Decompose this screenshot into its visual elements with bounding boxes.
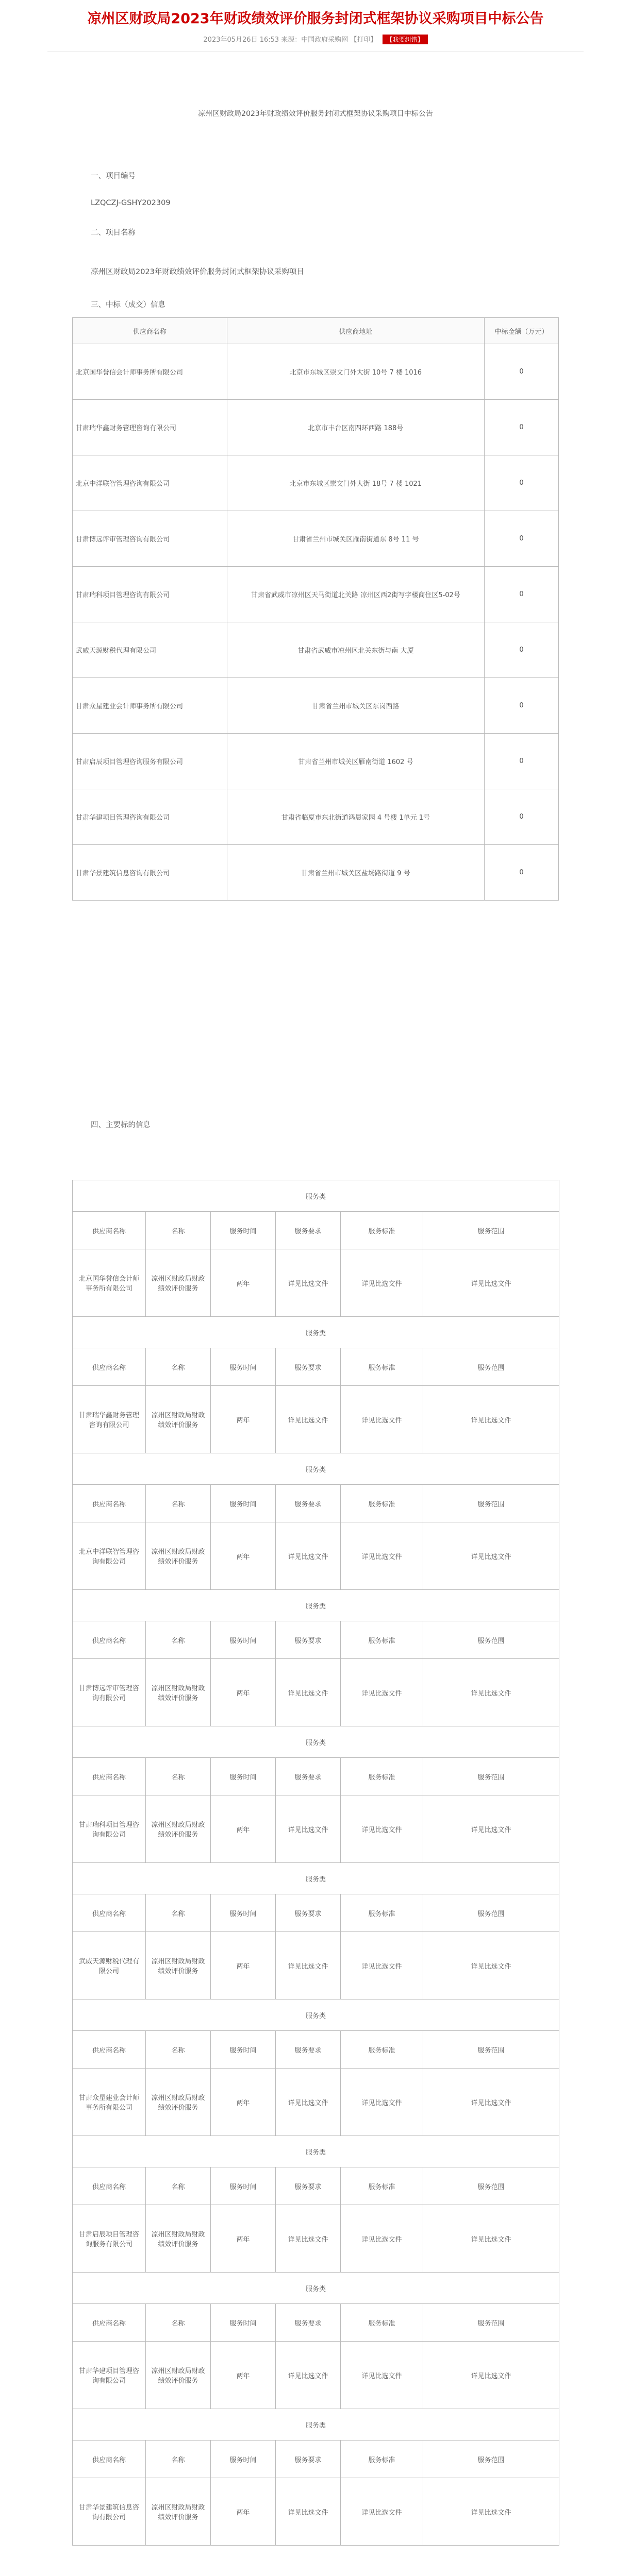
column-header: 服务时间 (211, 2031, 276, 2069)
column-header: 服务要求 (276, 1485, 341, 1522)
column-header: 服务时间 (211, 2167, 276, 2205)
service-time: 两年 (211, 2478, 276, 2546)
service-category-row (73, 1590, 559, 1621)
service-requirement: 详见比选文件 (276, 1522, 341, 1590)
service-category-row (73, 1999, 559, 2031)
vendor-name: 北京国华誉信会计师事务所有限公司 (73, 1249, 146, 1317)
section-1-label: 一、项目编号 (91, 172, 136, 180)
service-standard: 详见比选文件 (341, 1795, 423, 1863)
service-row (73, 1249, 559, 1317)
column-header: 服务时间 (211, 1621, 276, 1659)
supplier-address: 甘肃省武威市凉州区北关东街与南 大厦 (227, 622, 484, 678)
services-table (72, 1180, 559, 2546)
service-header-row (73, 1894, 559, 1932)
bid-amount: 0 (485, 734, 559, 789)
service-name: 凉州区财政局财政绩效评价服务 (146, 1386, 211, 1453)
service-category-row (73, 1180, 559, 1212)
supplier-name: 甘肃瑞华鑫财务管理咨询有限公司 (73, 400, 227, 455)
vendor-name: 甘肃众星建业会计师事务所有限公司 (73, 2069, 146, 2136)
service-standard: 详见比选文件 (341, 1659, 423, 1726)
service-row (73, 2342, 559, 2409)
service-header-row (73, 2304, 559, 2342)
column-header: 名称 (146, 2031, 211, 2069)
supplier-name: 甘肃华景建筑信息咨询有限公司 (73, 845, 227, 901)
service-category-row (73, 1726, 559, 1758)
supplier-name: 甘肃启辰项目管理咨询服务有限公司 (73, 734, 227, 789)
column-header: 名称 (146, 2441, 211, 2478)
winners-table (72, 317, 559, 901)
column-header: 供应商名称 (73, 1758, 146, 1795)
table-row (73, 400, 559, 455)
supplier-address: 北京市丰台区南四环西路 188号 (227, 400, 484, 455)
column-header: 服务时间 (211, 2304, 276, 2342)
service-header-row (73, 2441, 559, 2478)
service-header-row (73, 1621, 559, 1659)
vendor-name: 甘肃启辰项目管理咨询服务有限公司 (73, 2205, 146, 2273)
vendor-name: 北京中洋联智管理咨询有限公司 (73, 1522, 146, 1590)
meta-line (0, 34, 631, 44)
supplier-name: 甘肃瑞科项目管理咨询有限公司 (73, 567, 227, 622)
column-header: 名称 (146, 2167, 211, 2205)
supplier-name: 北京国华誉信会计师事务所有限公司 (73, 344, 227, 400)
service-scope: 详见比选文件 (423, 1522, 559, 1590)
service-scope: 详见比选文件 (423, 1249, 559, 1317)
service-category: 服务类 (73, 1317, 559, 1348)
service-name: 凉州区财政局财政绩效评价服务 (146, 2478, 211, 2546)
column-header: 服务时间 (211, 1758, 276, 1795)
column-header: 服务要求 (276, 1212, 341, 1249)
service-requirement: 详见比选文件 (276, 2478, 341, 2546)
service-standard: 详见比选文件 (341, 1386, 423, 1453)
vendor-name: 甘肃瑞华鑫财务管理咨询有限公司 (73, 1386, 146, 1453)
service-category: 服务类 (73, 1863, 559, 1894)
service-row (73, 2205, 559, 2273)
service-scope: 详见比选文件 (423, 1386, 559, 1453)
column-header: 供应商名称 (73, 2304, 146, 2342)
service-category: 服务类 (73, 2136, 559, 2167)
service-standard: 详见比选文件 (341, 2342, 423, 2409)
service-time: 两年 (211, 2342, 276, 2409)
table-header-row (73, 318, 559, 344)
service-standard: 详见比选文件 (341, 1932, 423, 1999)
table-row (73, 678, 559, 734)
column-header: 供应商地址 (227, 318, 484, 344)
supplier-address: 北京市东城区崇文门外大街 10号 7 楼 1016 (227, 344, 484, 400)
supplier-name: 甘肃众星建业会计师事务所有限公司 (73, 678, 227, 734)
column-header: 供应商名称 (73, 2441, 146, 2478)
service-time: 两年 (211, 2205, 276, 2273)
table-row (73, 567, 559, 622)
bid-amount: 0 (485, 511, 559, 567)
column-header: 服务范围 (423, 1485, 559, 1522)
service-category-row (73, 2409, 559, 2441)
service-time: 两年 (211, 1795, 276, 1863)
column-header: 服务范围 (423, 2304, 559, 2342)
service-header-row (73, 1485, 559, 1522)
column-header: 服务范围 (423, 2167, 559, 2205)
service-requirement: 详见比选文件 (276, 1659, 341, 1726)
section-2-label: 二、项目名称 (91, 229, 136, 237)
column-header: 名称 (146, 1621, 211, 1659)
bid-amount: 0 (485, 400, 559, 455)
bid-amount: 0 (485, 622, 559, 678)
column-header: 服务要求 (276, 2167, 341, 2205)
column-header: 服务范围 (423, 1348, 559, 1386)
service-category-row (73, 2136, 559, 2167)
column-header: 名称 (146, 1894, 211, 1932)
project-name: 凉州区财政局2023年财政绩效评价服务封闭式框架协议采购项目 (91, 268, 304, 276)
column-header: 服务标准 (341, 1348, 423, 1386)
service-name: 凉州区财政局财政绩效评价服务 (146, 2069, 211, 2136)
service-header-row (73, 1758, 559, 1795)
service-name: 凉州区财政局财政绩效评价服务 (146, 1795, 211, 1863)
service-scope: 详见比选文件 (423, 1659, 559, 1726)
report-error-button[interactable]: 【我要纠错】 (383, 35, 428, 44)
service-requirement: 详见比选文件 (276, 2069, 341, 2136)
column-header: 服务范围 (423, 1758, 559, 1795)
table-row (73, 734, 559, 789)
intro-text: 凉州区财政局2023年财政绩效评价服务封闭式框架协议采购项目中标公告 (198, 110, 433, 118)
supplier-address: 北京市东城区崇文门外大街 18号 7 楼 1021 (227, 455, 484, 511)
table-row (73, 344, 559, 400)
page-title: 凉州区财政局2023年财政绩效评价服务封闭式框架协议采购项目中标公告 (87, 11, 544, 27)
section-3-label: 三、中标（成交）信息 (91, 301, 165, 309)
service-standard: 详见比选文件 (341, 2069, 423, 2136)
column-header: 服务时间 (211, 2441, 276, 2478)
bid-amount: 0 (485, 789, 559, 845)
column-header: 服务时间 (211, 1894, 276, 1932)
column-header: 服务时间 (211, 1348, 276, 1386)
supplier-name: 武威天源财税代理有限公司 (73, 622, 227, 678)
service-header-row (73, 2167, 559, 2205)
column-header: 服务标准 (341, 1485, 423, 1522)
bid-amount: 0 (485, 567, 559, 622)
service-header-row (73, 1212, 559, 1249)
bid-amount: 0 (485, 678, 559, 734)
publish-info: 2023年05月26日 16:53 来源：中国政府采购网 【打印】 (203, 36, 377, 44)
service-standard: 详见比选文件 (341, 2205, 423, 2273)
column-header: 服务范围 (423, 1894, 559, 1932)
supplier-name: 甘肃华建项目管理咨询有限公司 (73, 789, 227, 845)
column-header: 服务标准 (341, 1758, 423, 1795)
vendor-name: 甘肃华景建筑信息咨询有限公司 (73, 2478, 146, 2546)
service-category-row (73, 2273, 559, 2304)
column-header: 服务要求 (276, 1758, 341, 1795)
column-header: 服务范围 (423, 2441, 559, 2478)
service-category: 服务类 (73, 2273, 559, 2304)
service-time: 两年 (211, 1932, 276, 1999)
service-time: 两年 (211, 1522, 276, 1590)
service-row (73, 2478, 559, 2546)
service-name: 凉州区财政局财政绩效评价服务 (146, 1522, 211, 1590)
column-header: 名称 (146, 1758, 211, 1795)
supplier-address: 甘肃省兰州市城关区雁南街道东 8号 11 号 (227, 511, 484, 567)
service-row (73, 2069, 559, 2136)
service-time: 两年 (211, 1659, 276, 1726)
column-header: 供应商名称 (73, 1485, 146, 1522)
column-header: 服务时间 (211, 1212, 276, 1249)
column-header: 服务要求 (276, 2031, 341, 2069)
column-header: 服务时间 (211, 1485, 276, 1522)
service-category: 服务类 (73, 1453, 559, 1485)
service-scope: 详见比选文件 (423, 2069, 559, 2136)
service-requirement: 详见比选文件 (276, 2342, 341, 2409)
service-header-row (73, 1348, 559, 1386)
service-category: 服务类 (73, 2409, 559, 2441)
service-row (73, 1932, 559, 1999)
supplier-address: 甘肃省临夏市东北街道鸿晨家园 4 号楼 1单元 1号 (227, 789, 484, 845)
column-header: 供应商名称 (73, 2031, 146, 2069)
column-header: 供应商名称 (73, 1621, 146, 1659)
service-scope: 详见比选文件 (423, 1932, 559, 1999)
column-header: 服务范围 (423, 1212, 559, 1249)
service-category-row (73, 1863, 559, 1894)
supplier-address: 甘肃省武威市凉州区天马街道北关路 凉州区西2街写字楼商住区5-02号 (227, 567, 484, 622)
bid-amount: 0 (485, 344, 559, 400)
column-header: 服务标准 (341, 2167, 423, 2205)
table-row (73, 789, 559, 845)
column-header: 服务标准 (341, 2441, 423, 2478)
service-category-row (73, 1317, 559, 1348)
column-header: 服务范围 (423, 2031, 559, 2069)
column-header: 服务要求 (276, 2304, 341, 2342)
service-scope: 详见比选文件 (423, 2342, 559, 2409)
vendor-name: 甘肃华建项目管理咨询有限公司 (73, 2342, 146, 2409)
column-header: 供应商名称 (73, 1212, 146, 1249)
column-header: 服务标准 (341, 2031, 423, 2069)
supplier-address: 甘肃省兰州市城关区东岗西路 (227, 678, 484, 734)
column-header: 服务要求 (276, 2441, 341, 2478)
service-requirement: 详见比选文件 (276, 1795, 341, 1863)
column-header: 服务标准 (341, 1621, 423, 1659)
column-header: 供应商名称 (73, 2167, 146, 2205)
column-header: 名称 (146, 2304, 211, 2342)
service-name: 凉州区财政局财政绩效评价服务 (146, 2205, 211, 2273)
bid-amount: 0 (485, 455, 559, 511)
section-4-label: 四、主要标的信息 (91, 1121, 151, 1129)
column-header: 供应商名称 (73, 318, 227, 344)
supplier-address: 甘肃省兰州市城关区盐场路街道 9 号 (227, 845, 484, 901)
service-category: 服务类 (73, 1590, 559, 1621)
column-header: 服务标准 (341, 2304, 423, 2342)
column-header: 供应商名称 (73, 1348, 146, 1386)
service-row (73, 1659, 559, 1726)
service-category: 服务类 (73, 1180, 559, 1212)
column-header: 名称 (146, 1348, 211, 1386)
table-row (73, 511, 559, 567)
service-header-row (73, 2031, 559, 2069)
project-number: LZQCZJ-GSHY202309 (91, 199, 171, 207)
service-name: 凉州区财政局财政绩效评价服务 (146, 1932, 211, 1999)
service-category-row (73, 1453, 559, 1485)
service-standard: 详见比选文件 (341, 2478, 423, 2546)
service-name: 凉州区财政局财政绩效评价服务 (146, 1659, 211, 1726)
services-table-body (73, 1180, 559, 2546)
column-header: 服务要求 (276, 1348, 341, 1386)
vendor-name: 甘肃博远评审管理咨询有限公司 (73, 1659, 146, 1726)
supplier-name: 甘肃博远评审管理咨询有限公司 (73, 511, 227, 567)
service-name: 凉州区财政局财政绩效评价服务 (146, 1249, 211, 1317)
service-time: 两年 (211, 2069, 276, 2136)
table-row (73, 455, 559, 511)
service-requirement: 详见比选文件 (276, 2205, 341, 2273)
service-requirement: 详见比选文件 (276, 1249, 341, 1317)
vendor-name: 甘肃瑞科项目管理咨询有限公司 (73, 1795, 146, 1863)
service-row (73, 1795, 559, 1863)
column-header: 中标金额（万元） (485, 318, 559, 344)
column-header: 服务要求 (276, 1621, 341, 1659)
supplier-name: 北京中洋联智管理咨询有限公司 (73, 455, 227, 511)
column-header: 名称 (146, 1485, 211, 1522)
column-header: 服务要求 (276, 1894, 341, 1932)
service-scope: 详见比选文件 (423, 2205, 559, 2273)
supplier-address: 甘肃省兰州市城关区雁南街道 1602 号 (227, 734, 484, 789)
service-requirement: 详见比选文件 (276, 1386, 341, 1453)
service-name: 凉州区财政局财政绩效评价服务 (146, 2342, 211, 2409)
service-time: 两年 (211, 1249, 276, 1317)
bid-amount: 0 (485, 845, 559, 901)
table-row (73, 622, 559, 678)
service-standard: 详见比选文件 (341, 1522, 423, 1590)
service-row (73, 1522, 559, 1590)
service-row (73, 1386, 559, 1453)
column-header: 服务标准 (341, 1894, 423, 1932)
service-category: 服务类 (73, 1999, 559, 2031)
table-row (73, 845, 559, 901)
column-header: 供应商名称 (73, 1894, 146, 1932)
service-requirement: 详见比选文件 (276, 1932, 341, 1999)
column-header: 服务范围 (423, 1621, 559, 1659)
service-scope: 详见比选文件 (423, 2478, 559, 2546)
column-header: 服务标准 (341, 1212, 423, 1249)
service-standard: 详见比选文件 (341, 1249, 423, 1317)
service-scope: 详见比选文件 (423, 1795, 559, 1863)
vendor-name: 武威天源财税代理有限公司 (73, 1932, 146, 1999)
column-header: 名称 (146, 1212, 211, 1249)
service-time: 两年 (211, 1386, 276, 1453)
service-category: 服务类 (73, 1726, 559, 1758)
